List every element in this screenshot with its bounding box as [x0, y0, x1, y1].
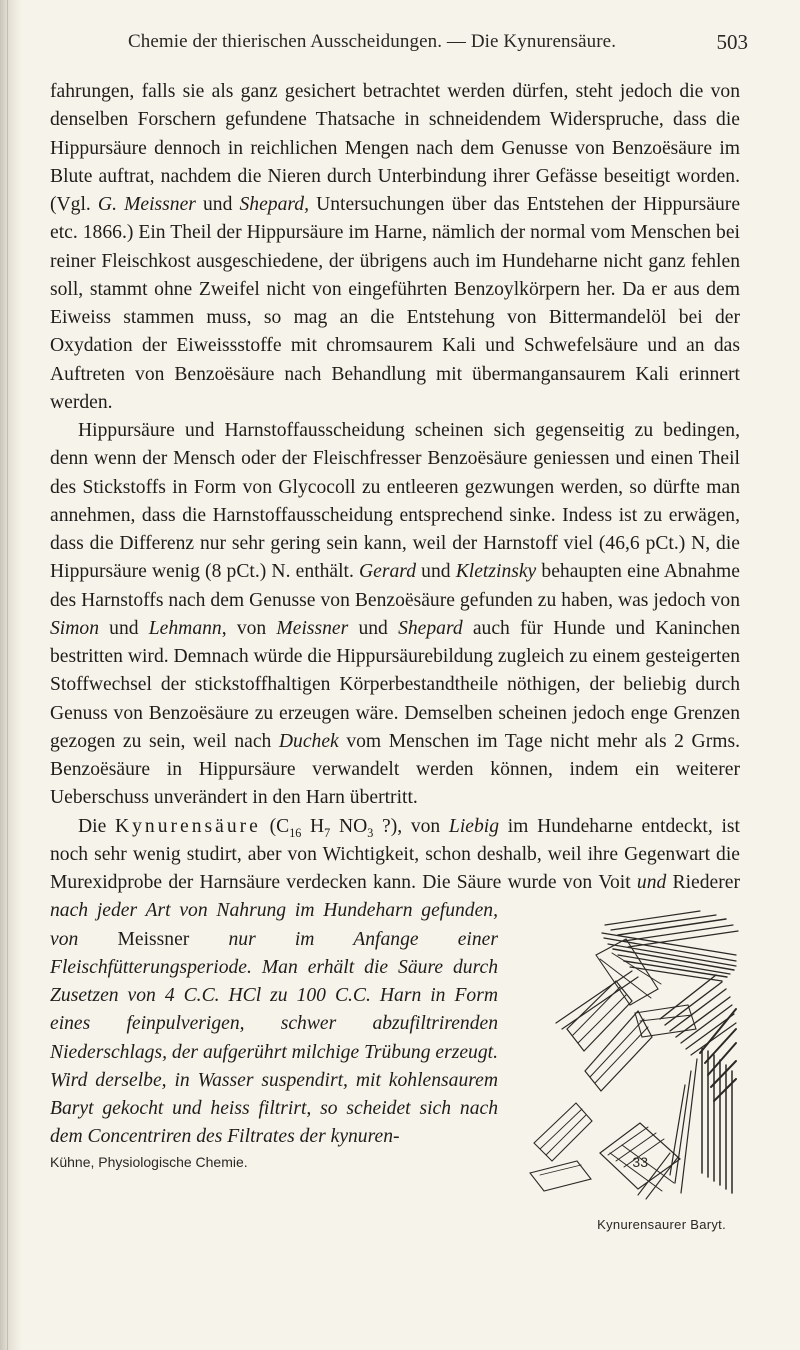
formula-part: H	[301, 815, 325, 837]
page-footer	[50, 1154, 740, 1176]
paragraph-1	[50, 78, 740, 417]
author-name-voit: und	[630, 872, 673, 893]
paragraph-2	[50, 417, 740, 813]
page-number: 503	[716, 30, 748, 54]
formula-subscript: 16	[289, 825, 302, 840]
text-segment: auch für Hunde und Kaninchen bestritten wird. Demnach würde die Hippursäurebildung zugleich zu einem gesteigerten Stoffwechsel der stickstoffhaltigen Körperbestandtheile nöthigen, der beliebig durch Genuss von Benzoësäure zu erzeugen wäre. Demselben scheinen jedoch enge Grenzen gezogen zu sein, weil nach	[50, 617, 741, 752]
author-name-riederer: nach jeder Art von Nahrung im Hundeharn gefunden, von	[50, 900, 498, 950]
author-name-duchek: Duchek	[278, 730, 339, 752]
text-segment: fahrungen, falls sie als ganz gesichert betrachtet werden dürfen, steht jedoch die von denselben Forschern gefundene Thatsache in schneidendem Widerspruche, dass die Hippursäure dennoch in reichlichen Mengen nach dem Genusse von Benzoësäure im Blute auftrat, nachdem die Nieren durch Unterbindung ihrer Gefässe beseitigt worden. (Vgl.	[50, 81, 740, 215]
crystal-figure	[510, 903, 740, 1235]
text-segment: und	[416, 561, 456, 583]
text-segment: ?), von	[373, 815, 449, 837]
author-name-meissner: G. Meissner	[97, 194, 196, 215]
text-segment: und	[348, 617, 399, 639]
figure-caption: Kynurensaurer Baryt.	[597, 1217, 726, 1233]
running-head	[50, 30, 748, 62]
author-name-kletzinsky: Kletzinsky	[455, 561, 537, 583]
scanned-page-edge	[0, 0, 22, 1350]
text-segment: Meissner	[117, 928, 190, 950]
text-segment: Voit	[598, 872, 631, 893]
author-name-shepard: Shepard	[398, 617, 463, 639]
author-name-liebig: Liebig	[448, 815, 499, 837]
text-segment: behaupten eine Abnahme des Harnstoffs nach dem Genusse von Benzoësäure gefunden zu haben, was jedoch von	[50, 561, 740, 611]
text-segment: Hippursäure und Harnstoffausscheidung scheinen sich gegenseitig zu bedingen, denn wenn der Mensch oder der Fleischfresser Benzoësäure geniessen und einen Theil des Stickstoffs in Form von Glycocoll zu entleeren gezwungen werden, so dürfte man annehmen, dass die Harnstoffausscheidung entsprechend sinke. Indess ist zu erwägen, dass die Differenz nur sehr gering sein kann, weil der Harnstoff viel (46,6 pCt.) N, die Hippursäure wenig (8 pCt.) N. enthält.	[50, 420, 740, 583]
formula-subscript: 3	[367, 825, 374, 840]
book-page	[50, 30, 748, 1239]
formula-part: (C	[260, 815, 290, 837]
text-segment: , von	[221, 617, 277, 639]
section-term-kynurensaeure: Kynurensäure	[114, 815, 261, 837]
author-name-simon: Simon	[50, 617, 99, 639]
footer-book-title: Kühne, Physiologische Chemie.	[50, 1153, 248, 1170]
author-name-meissner: nur im Anfange einer Fleischfütterungsperiode. Man erhält die Säure durch Zusetzen von 4 C.C. HCl zu 100 C.C. Harn in Form eines feinpulverigen, schwer abzufiltrirenden Niederschlags, der aufgerührt milchige Trübung erzeugt. Wird derselbe, in Wasser suspendirt, mit kohlensaurem Baryt gekocht und heiss filtrirt, so scheidet sich nach dem Concentriren des Filtrates der kynuren-	[50, 928, 498, 1148]
text-segment: vom Menschen im Tage nicht mehr als 2 Grms. Benzoësäure in Hippursäure verwandelt werden können, indem ein weiterer Ueberschuss unverändert in den Harn übertritt.	[50, 730, 740, 809]
text-segment: Die	[78, 815, 115, 837]
author-name-shepard: Shepard,	[239, 194, 309, 215]
text-segment: im Hundeharne entdeckt, ist noch sehr wenig studirt, aber von Wichtigkeit, schon deshalb, weil ihre Gegenwart die Murexidprobe der Harnsäure verdecken kann. Die Säure wurde von	[50, 815, 740, 893]
author-name-lehmann: Lehmann	[148, 617, 222, 639]
crystal-cluster-bottom	[530, 1103, 680, 1199]
formula-subscript: 7	[324, 825, 331, 840]
author-name-meissner: Meissner	[276, 617, 349, 639]
author-name-gerard: Gerard	[359, 561, 416, 583]
text-segment: und	[98, 617, 149, 639]
formula-part: NO	[330, 815, 368, 837]
text-segment: Untersuchungen über das Entstehen der Hippursäure etc. 1866.) Ein Theil der Hippursäure im Harne, nämlich der normal vom Menschen bei reiner Fleischkost ausgeschiedene, der übrigens auch im Hundeharne nicht ganz fehlen soll, stammt ohne Zweifel nicht von eingeführten Benzoylkörpern her. Da er aus dem Eiweiss stammen muss, so mag an die Entstehung von Bittermandelöl bei der Oxydation der Eiweissstoffe mit chromsaurem Kali und Schwefelsäure und an das Auftreten von Benzoësäure nach Behandlung mit übermangansaurem Kali erinnert werden.	[50, 194, 741, 413]
running-head-title: Chemie der thierischen Ausscheidungen. — Die Kynurensäure.	[128, 31, 617, 52]
text-segment: Riederer	[672, 872, 740, 893]
footer-signature-number: 33	[632, 1153, 648, 1170]
text-segment: und	[195, 194, 240, 215]
